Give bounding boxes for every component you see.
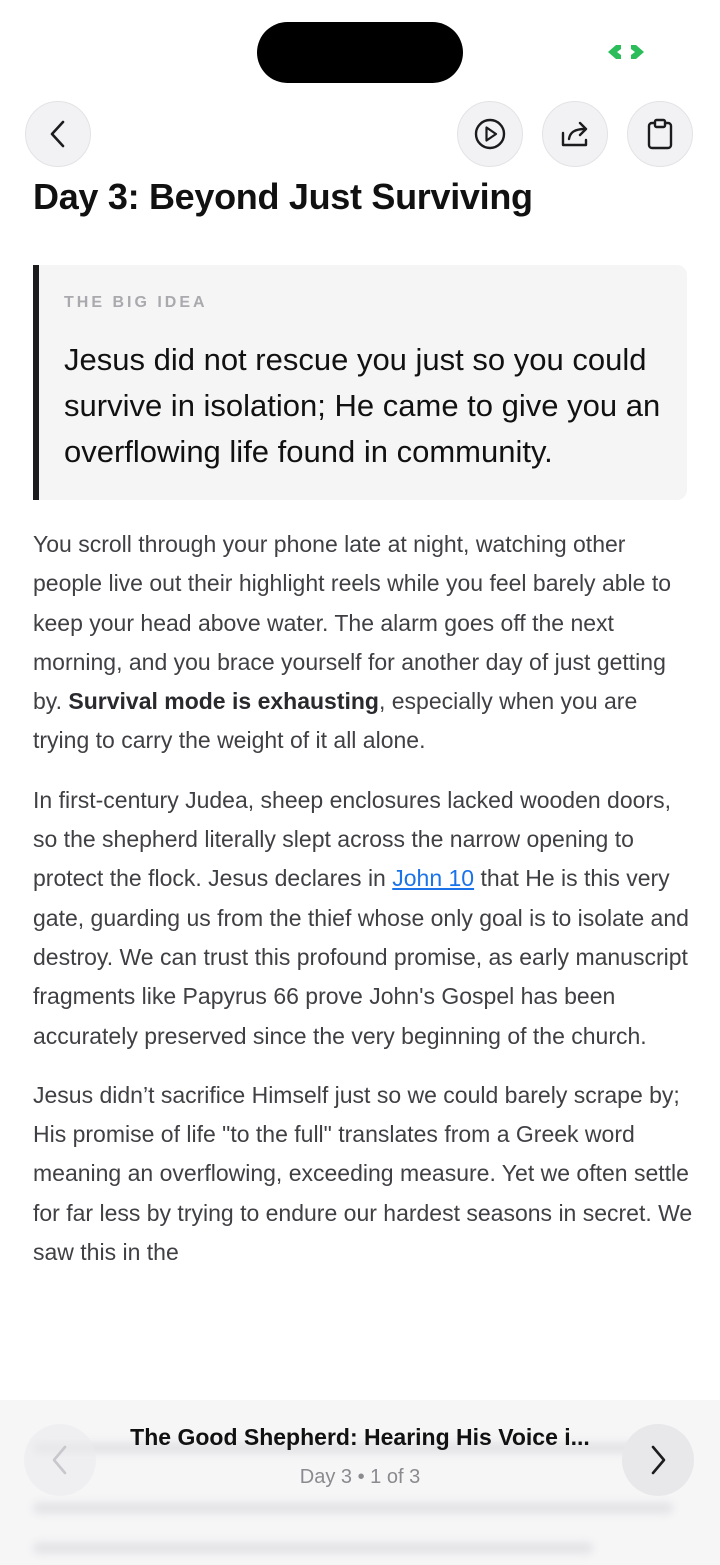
paragraph-text: In first-century Judea, sheep enclosures lacked wooden doors, so the shepherd literally slept across the narrow opening to protect the flock. Jesus declares in	[33, 786, 671, 892]
copy-button[interactable]	[627, 101, 693, 167]
share-icon	[558, 118, 592, 150]
blurred-text-background	[33, 1542, 593, 1554]
green-indicator-icon	[605, 43, 647, 61]
paragraph-text: You scroll through your phone late at night, watching other people live out their highlight reels while you feel barely able to keep your head above water. The alarm goes off the next morning, and you brace yourself for another day of just getting by.	[33, 531, 672, 715]
previous-day-button[interactable]	[24, 1424, 96, 1496]
big-idea-callout	[33, 265, 687, 500]
next-day-button[interactable]	[622, 1424, 694, 1496]
chevron-left-icon	[45, 118, 71, 150]
big-idea-text: Jesus did not rescue you just so you could survive in isolation; He came to give you an overflowing life found in community.	[64, 342, 661, 469]
back-button[interactable]	[25, 101, 91, 167]
paragraph-text: that He is this very gate, guarding us from the thief whose only goal is to isolate and destroy. We can trust this profound promise, as early manuscript fragments like Papyrus 66 prove John's Gospel has been accurately preserved since the very beginning of the church.	[33, 865, 689, 1049]
article-body	[33, 525, 693, 1292]
blurred-text-background	[33, 1502, 673, 1514]
plan-progress: Day 3 • 1 of 3	[299, 1466, 421, 1488]
chevron-right-icon	[647, 1444, 669, 1476]
clipboard-icon	[646, 117, 674, 151]
paragraph-text: , especially when you are trying to carry the weight of it all alone.	[33, 688, 638, 754]
page-title: Day 3: Beyond Just Surviving	[33, 176, 533, 217]
status-bar	[0, 0, 720, 100]
dynamic-island	[257, 22, 463, 83]
big-idea-label: THE BIG IDEA	[64, 294, 208, 311]
play-audio-button[interactable]	[457, 101, 523, 167]
chevron-left-icon	[49, 1444, 71, 1476]
paragraph: Jesus didn’t sacrifice Himself just so we could barely scrape by; His promise of life "to the full" translates from a Greek word meaning an overflowing, exceeding measure. Yet we often settle for far less by trying to endure our hardest seasons in secret. We saw this in the	[33, 1081, 693, 1266]
paragraph	[33, 525, 693, 761]
scripture-link-john-10[interactable]: John 10	[392, 865, 475, 892]
plan-title[interactable]: The Good Shepherd: Hearing His Voice i...	[130, 1424, 590, 1450]
emphasis-text: Survival mode is exhausting	[68, 688, 379, 715]
plan-navigation-bar	[0, 1400, 720, 1565]
share-button[interactable]	[542, 101, 608, 167]
paragraph	[33, 781, 693, 1056]
play-circle-icon	[473, 117, 507, 151]
